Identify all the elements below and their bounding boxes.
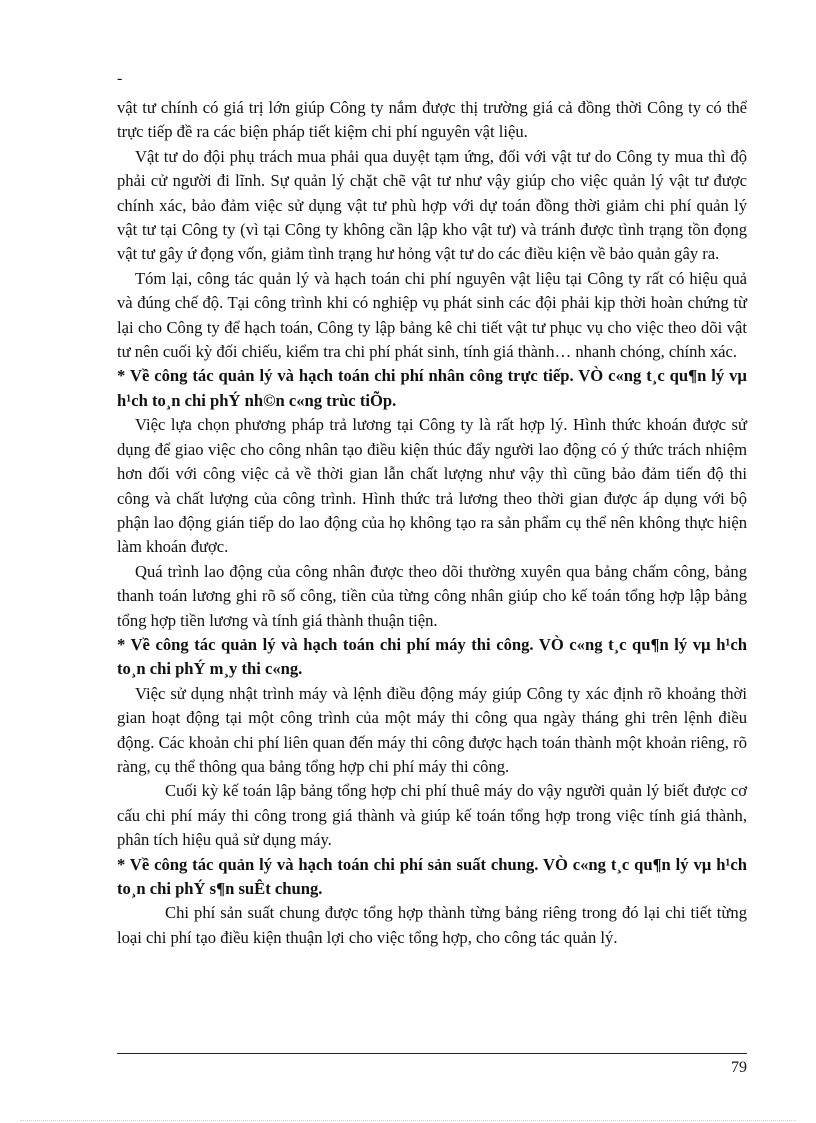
paragraph-3: Tóm lại, công tác quản lý và hạch toán chi phí nguyên vật liệu tại Công ty rất có hiệu quả và đúng chế độ. Tại công trình khi có nghiệp vụ phát sinh các đội phải kịp thời hoàn chứng từ lại cho Công ty để hạch toán, Công ty lập bảng kê chi tiết vật tư phục vụ cho việc theo dõi vật tư nên cuối kỳ đối chiếu, kiểm tra chi phí phát sinh, tính giá thành… nhanh chóng, chính xác. <box>117 268 747 362</box>
paragraph-7: Cuối kỳ kế toán lập bảng tổng hợp chi phí thuê máy do vậy người quản lý biết được cơ cấu chi phí máy thi công trong giá thành và giúp kế toán tổng hợp trong việc tính giá thành, phân tích hiệu quả sử dụng máy. <box>117 781 747 850</box>
paragraph-5: Quá trình lao động của công nhân được theo dõi thường xuyên qua bảng chấm công, bảng thanh toán lương ghi rõ số công, tiền của từng công nhân giúp cho kế toán tổng hợp lập bảng tổng hợp tiền lương và tính giá thành thuận tiện. <box>117 561 747 630</box>
paragraph-2: Vật tư do đội phụ trách mua phải qua duyệt tạm ứng, đối với vật tư do Công ty mua thì độ phải cử người đi lĩnh. Sự quản lý chặt chẽ vật tư như vậy giúp cho việc quản lý vật tư được chính xác, bảo đảm việc sử dụng vật tư phù hợp với dự toán đồng thời giảm chi phí quản lý vật tư tại Công ty (vì tại Công ty không cần lập kho vật tư) và tránh được tình trạng tồn đọng vật tư gây ứ đọng vốn, giảm tình trạng hư hỏng vật tư do các điều kiện về bảo quản gây ra. <box>117 146 747 264</box>
page-bottom-border <box>20 1120 796 1121</box>
page-number: 79 <box>731 1059 747 1076</box>
body-text <box>117 96 747 950</box>
paragraph-4: Việc lựa chọn phương pháp trả lương tại Công ty là rất hợp lý. Hình thức khoán được sử dụng để giao việc cho công nhân tạo điều kiện thúc đẩy người lao động có ý thức trách nhiệm hơn đối với công việc cả về thời gian lẫn chất lượng như vậy thì cũng bảo đảm tiến độ thi công và chất lượng của công trình. Hình thức trả lương theo thời gian được áp dụng với bộ phận lao động gián tiếp do lao động của họ không tạo ra sản phẩm cụ thể nên không thực hiện làm khoán được. <box>117 415 747 557</box>
paragraph-1: vật tư chính có giá trị lớn giúp Công ty nắm được thị trường giá cả đồng thời Công ty có thể trực tiếp đề ra các biện pháp tiết kiệm chi phí nguyên vật liệu. <box>117 98 747 142</box>
heading-labor-cost: * Về công tác quản lý và hạch toán chi phí nhân công trực tiếp. VÒ c«ng t¸c qu¶n lý vµ h¹ch to¸n chi phÝ nh©n c«ng trùc tiÕp. <box>117 366 747 410</box>
heading-machine-cost: * Về công tác quản lý và hạch toán chi phí máy thi công. VÒ c«ng t¸c qu¶n lý vµ h¹ch to¸n chi phÝ m¸y thi c«ng. <box>117 634 747 679</box>
heading-general-production-cost: * Về công tác quản lý và hạch toán chi phí sản suất chung. VÒ c«ng t¸c qu¶n lý vµ h¹ch to¸n chi phÝ s¶n suÊt chung. <box>117 854 747 898</box>
footer-rule <box>117 1053 747 1054</box>
paragraph-6: Việc sử dụng nhật trình máy và lệnh điều động máy giúp Công ty xác định rõ khoảng thời gian hoạt động tại một công trình của một máy thi công qua ngày tháng ghi trên lệnh điều động. Các khoản chi phí liên quan đến máy thi công được hạch toán thành một khoản riêng, rõ ràng, cụ thể thông qua bảng tổng hợp chi phí máy thi công. <box>117 683 747 776</box>
paragraph-8: Chi phí sản suất chung được tổng hợp thành từng bảng riêng trong đó lại chi tiết từng loại chi phí tạo điều kiện thuận lợi cho việc tổng hợp, cho công tác quản lý. <box>117 903 747 947</box>
header-dash: - <box>117 70 123 87</box>
